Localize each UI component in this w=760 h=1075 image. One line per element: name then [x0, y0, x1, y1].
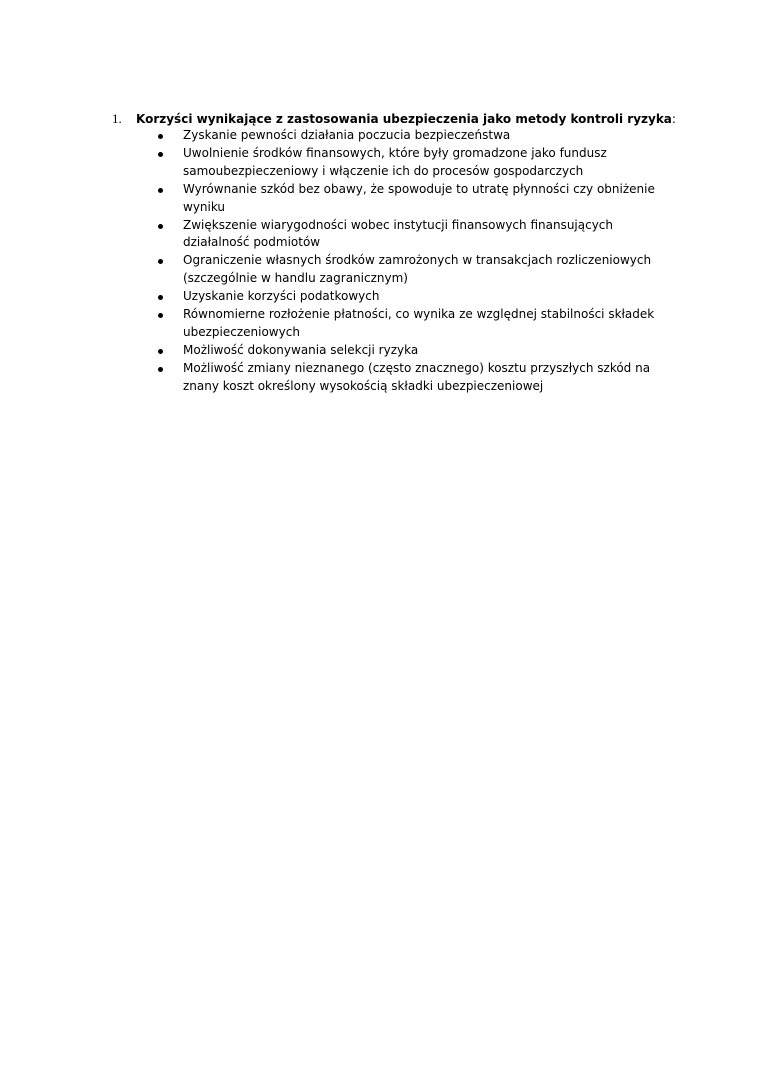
bullet-icon — [158, 224, 163, 229]
list-item-text: Możliwość zmiany nieznanego (często znacznego) kosztu przyszłych szkód na znany koszt określony wysokością składki ubezpieczeniowej — [183, 360, 651, 393]
list-item — [158, 288, 658, 306]
list-item-text: Zwiększenie wiarygodności wobec instytucji finansowych finansujących działalność podmiotów — [183, 217, 614, 250]
bullet-icon — [158, 134, 163, 139]
bullet-icon — [158, 188, 163, 193]
bullet-icon — [158, 152, 163, 157]
section-title: Korzyści wynikające z zastosowania ubezpieczenia jako metody kontroli ryzyka — [136, 112, 672, 126]
bullet-icon — [158, 259, 163, 264]
numbered-section — [112, 110, 676, 396]
list-item — [158, 181, 658, 217]
list-item-text: Zyskanie pewności działania poczucia bezpieczeństwa — [183, 128, 511, 142]
list-item-text: Uwolnienie środków finansowych, które były gromadzone jako fundusz samoubezpieczeniowy i włączenie ich do procesów gospodarczych — [183, 145, 607, 178]
bullet-icon — [158, 295, 163, 300]
list-item — [158, 306, 658, 342]
list-item — [158, 145, 658, 181]
list-item — [158, 342, 658, 360]
section-heading — [112, 110, 676, 127]
bullet-icon — [158, 313, 163, 318]
benefits-list — [158, 127, 658, 396]
list-item-text: Wyrównanie szkód bez obawy, że spowoduje to utratę płynności czy obniżenie wyniku — [183, 181, 655, 214]
bullet-icon — [158, 367, 163, 372]
bullet-icon — [158, 349, 163, 354]
section-number: 1. — [112, 111, 122, 126]
list-item-text: Ograniczenie własnych środków zamrożonych w transakcjach rozliczeniowych (szczególnie w handlu zagranicznym) — [183, 253, 652, 286]
section-title-colon: : — [671, 112, 676, 126]
list-item-text: Uzyskanie korzyści podatkowych — [183, 289, 380, 304]
list-item-text: Równomierne rozłożenie płatności, co wynika ze względnej stabilności składek ubezpieczeniowych — [183, 307, 655, 339]
list-item — [158, 252, 658, 288]
list-item — [158, 217, 658, 253]
list-item-text: Możliwość dokonywania selekcji ryzyka — [183, 342, 419, 357]
list-item — [158, 360, 658, 396]
list-item — [158, 127, 658, 145]
